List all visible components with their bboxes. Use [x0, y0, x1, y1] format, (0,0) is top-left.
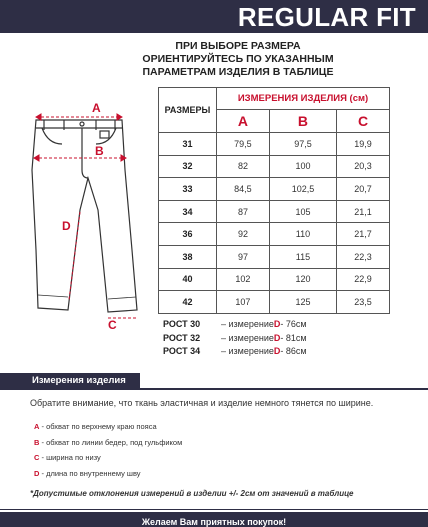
- footer-text: Желаем Вам приятных покупок!: [141, 517, 287, 527]
- table-row: [159, 268, 390, 291]
- size-cell: 36: [159, 223, 217, 246]
- table-row: [159, 200, 390, 223]
- label-d: D: [62, 219, 71, 233]
- footer-divider: [0, 509, 428, 510]
- growth-text: – измерение: [221, 346, 274, 356]
- col-a-header: A: [217, 110, 270, 133]
- value-cell: 102: [217, 268, 270, 291]
- page-title: REGULAR FIT: [237, 2, 416, 32]
- button: [80, 122, 84, 126]
- size-cell: 42: [159, 291, 217, 314]
- value-cell: 23,5: [337, 291, 390, 314]
- size-cell: 33: [159, 178, 217, 201]
- value-cell: 92: [217, 223, 270, 246]
- growth-letter: D: [273, 319, 281, 329]
- value-cell: 115: [269, 245, 336, 268]
- intro-text: [128, 40, 348, 79]
- growth-label: РОСТ 30: [163, 319, 201, 329]
- value-cell: 22,9: [337, 268, 390, 291]
- legend-letter: D: [34, 468, 40, 478]
- legend-letter: A: [34, 422, 40, 431]
- arrow-icon: [121, 155, 126, 161]
- measurement-legend: [34, 419, 182, 481]
- tolerance-note: *Допустимые отклонения измерений в изделии +/- 2см от значений в таблице: [30, 489, 354, 498]
- intro-line: ПРИ ВЫБОРЕ РАЗМЕРА: [175, 40, 301, 52]
- growth-text: – измерение: [221, 319, 274, 329]
- size-table: [158, 87, 390, 314]
- intro-line: ПАРАМЕТРАМ ИЗДЕЛИЯ В ТАБЛИЦЕ: [142, 66, 334, 78]
- value-cell: 20,7: [337, 178, 390, 201]
- footer-bar: [0, 512, 428, 527]
- growth-label: РОСТ 32: [163, 332, 201, 343]
- legend-letter: C: [34, 453, 40, 462]
- size-cell: 38: [159, 245, 217, 268]
- legend-item: [34, 466, 182, 482]
- value-cell: 107: [217, 291, 270, 314]
- value-cell: 22,3: [337, 245, 390, 268]
- size-cell: 32: [159, 155, 217, 178]
- value-cell: 19,9: [337, 133, 390, 156]
- size-header: РАЗМЕРЫ: [159, 88, 217, 133]
- legend-letter: B: [34, 437, 40, 447]
- growth-row: [163, 345, 307, 359]
- growth-label: РОСТ 34: [163, 346, 201, 356]
- value-cell: 20,3: [337, 155, 390, 178]
- table-row: [159, 155, 390, 178]
- label-c: C: [108, 318, 117, 332]
- growth-row: [163, 318, 307, 332]
- growth-value: - 81см: [280, 332, 307, 343]
- growth-text: – измерение: [221, 332, 274, 343]
- value-cell: 97: [217, 245, 270, 268]
- growth-row: [163, 332, 307, 346]
- growth-list: [163, 318, 307, 359]
- size-cell: 31: [159, 133, 217, 156]
- col-b-header: B: [269, 110, 336, 133]
- coin-pocket: [100, 131, 109, 138]
- table-row: [159, 178, 390, 201]
- growth-letter: D: [273, 346, 281, 356]
- value-cell: 125: [269, 291, 336, 314]
- legend-item: [34, 419, 182, 435]
- value-cell: 21,7: [337, 223, 390, 246]
- label-a: A: [92, 101, 101, 115]
- col-c-header: C: [337, 110, 390, 133]
- value-cell: 84,5: [217, 178, 270, 201]
- size-cell: 34: [159, 200, 217, 223]
- left-leg-seam: [38, 295, 68, 297]
- growth-value: - 86см: [280, 346, 307, 356]
- value-cell: 100: [269, 155, 336, 178]
- value-cell: 21,1: [337, 200, 390, 223]
- growth-letter: D: [273, 332, 281, 343]
- measurements-header: ИЗМЕРЕНИЯ ИЗДЕЛИЯ (см): [217, 88, 390, 110]
- fly-seam: [82, 128, 88, 178]
- size-cell: 40: [159, 268, 217, 291]
- table-row: [159, 223, 390, 246]
- legend-text: - обхват по верхнему краю пояса: [39, 422, 157, 431]
- arrow-icon: [117, 114, 122, 120]
- right-leg-seam: [108, 297, 136, 299]
- jeans-diagram: [22, 100, 152, 332]
- table-row: [159, 133, 390, 156]
- legend-item: [34, 435, 182, 451]
- legend-item: [34, 450, 182, 466]
- value-cell: 120: [269, 268, 336, 291]
- stretch-notice: Обратите внимание, что ткань эластичная и изделие немного тянется по ширине.: [30, 398, 374, 408]
- value-cell: 97,5: [269, 133, 336, 156]
- value-cell: 105: [269, 200, 336, 223]
- value-cell: 102,5: [269, 178, 336, 201]
- legend-text: - длина по внутреннему шву: [39, 468, 141, 478]
- growth-value: - 76см: [280, 319, 307, 329]
- label-b: B: [95, 144, 104, 158]
- table-row: [159, 291, 390, 314]
- arrow-icon: [36, 114, 41, 120]
- legend-text: - ширина по низу: [39, 453, 101, 462]
- right-pocket: [96, 128, 116, 144]
- value-cell: 79,5: [217, 133, 270, 156]
- left-pocket: [42, 128, 62, 144]
- value-cell: 82: [217, 155, 270, 178]
- value-cell: 110: [269, 223, 336, 246]
- table-row: [159, 245, 390, 268]
- section-header: [0, 373, 140, 389]
- intro-line: ОРИЕНТИРУЙТЕСЬ ПО УКАЗАННЫМ: [142, 53, 334, 65]
- section-title: Измерения изделия: [32, 375, 126, 386]
- legend-text: - обхват по линии бедер, под гульфиком: [39, 437, 183, 447]
- arrow-icon: [34, 155, 39, 161]
- jeans-outline: [32, 120, 137, 312]
- value-cell: 87: [217, 200, 270, 223]
